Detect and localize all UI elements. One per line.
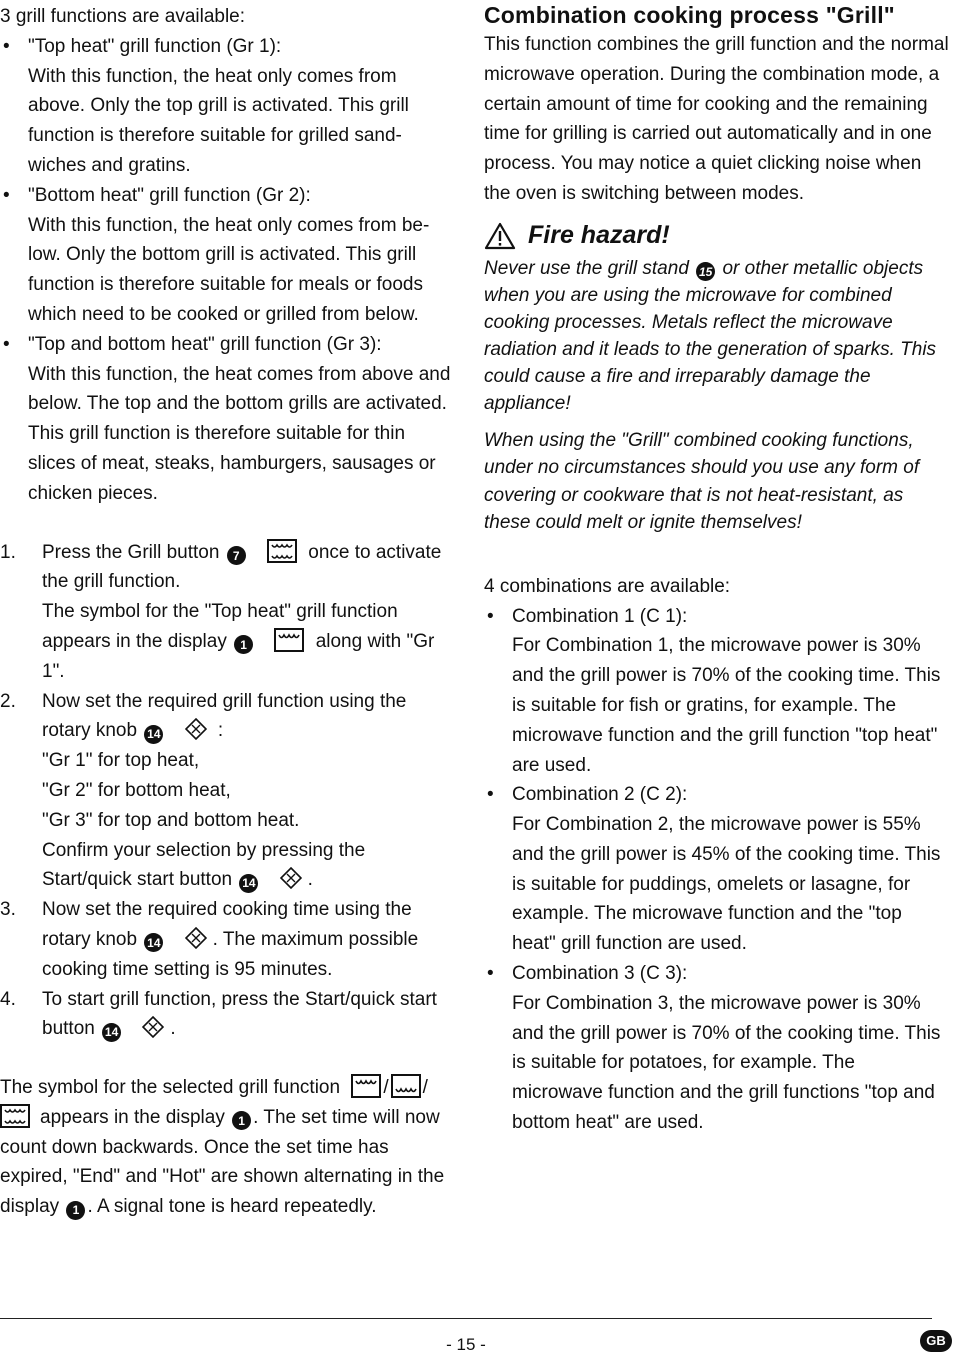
grill-both-icon [0, 1104, 30, 1128]
fire-hazard-heading [484, 217, 950, 255]
warning-title: Fire hazard! [528, 220, 670, 249]
ref-badge: 1 [232, 1111, 251, 1130]
rotary-knob-icon [185, 927, 207, 949]
step-number: 4. [0, 988, 16, 1010]
grill-functions-intro: 3 grill functions are available: [0, 6, 246, 27]
list-item [484, 602, 950, 781]
step-text: Press the Grill button [42, 541, 220, 563]
footer-divider [0, 1318, 932, 1319]
list-item [0, 181, 452, 330]
function-title: • "Bottom heat" grill function (Gr 2): [28, 184, 311, 206]
slash: / [383, 1077, 389, 1099]
left-column [0, 0, 452, 1222]
outro-text: . A signal tone is heard repeatedly. [87, 1196, 377, 1218]
ref-badge: 14 [144, 725, 163, 744]
combination-title: • Combination 2 (C 2): [512, 784, 688, 806]
grill-top-icon [351, 1074, 381, 1098]
language-badge: GB [920, 1330, 952, 1352]
step-text: To start grill function, press the Start/quick start button [42, 988, 437, 1040]
right-column [484, 0, 950, 1138]
combination-body: For Combination 2, the microwave power is 55% and the grill power is 45% of the cooking time. This is suitable for puddings, omelets or lasagne, for example. The microwave function and the "top heat" grill function are used. [512, 814, 941, 955]
function-body: With this function, the heat comes from above and below. The top and the bottom grills are activated. This grill function is therefore suitable for thin slices of meat, steaks, hamburgers, sausages or chicken pieces. [28, 363, 451, 504]
page-number: - 15 - [446, 1335, 486, 1354]
step-number: 3. [0, 899, 16, 921]
step-4 [0, 985, 452, 1045]
combination-body: For Combination 1, the microwave power is 30% and the grill power is 70% of the cooking time. This is suitable for fish or gratins, for example. The microwave function and the grill function "top heat" are used. [512, 635, 941, 776]
slash: / [422, 1077, 428, 1099]
ref-badge: 14 [102, 1023, 121, 1042]
outro-text: The symbol for the selected grill function [0, 1077, 341, 1099]
function-title: • "Top and bottom heat" grill function (Gr 3): [28, 333, 382, 355]
grill-top-icon [274, 628, 304, 652]
combination-title: • Combination 3 (C 3): [512, 963, 688, 985]
grill-bottom-icon [391, 1074, 421, 1098]
step-3 [0, 895, 452, 984]
grill-both-icon [267, 539, 297, 563]
rotary-knob-icon [280, 867, 302, 889]
step-number: 1. [0, 541, 16, 563]
function-body: With this function, the heat only comes from above. Only the top grill is activated. This grill function is therefore suitable for grilled sand-wiches and gratins. [28, 65, 409, 176]
step-text: along with "Gr 1". [42, 630, 435, 682]
step-text: Now set the required grill function using the rotary knob [42, 690, 407, 742]
function-body: With this function, the heat only comes from be-low. Only the bottom grill is activated. This grill function is therefore suitable for meals or foods which need to be cooked or grilled from below. [28, 214, 430, 325]
combination-title: • Combination 1 (C 1): [512, 605, 688, 627]
list-item [484, 959, 950, 1138]
ref-badge: 15 [696, 262, 715, 281]
list-item [484, 780, 950, 959]
step-2 [0, 687, 452, 896]
option-line: "Gr 3" for top and bottom heat. [42, 809, 300, 831]
warning-text: or other metallic objects when you are using the microwave for combined cooking processes. Metals reflect the microwave radiation and it leads to the generation of sparks. This could cause a fire and irreparably damage the appliance! [484, 257, 937, 415]
option-line: "Gr 2" for bottom heat, [42, 779, 231, 801]
outro-text: appears in the display [40, 1106, 225, 1128]
step-text: once to activate the grill function. [42, 541, 442, 593]
outro-paragraph [0, 1073, 452, 1222]
combinations-intro: 4 combinations are available: [484, 575, 731, 597]
ref-badge: 7 [227, 546, 246, 565]
warning-paragraph [484, 255, 950, 418]
ref-badge: 1 [234, 635, 253, 654]
outro-text: . The set time will now count down backwards. Once the set time has expired, "End" and "Hot" are shown alternating in the display [0, 1106, 445, 1218]
warning-icon [484, 222, 516, 250]
step-text: . [307, 869, 313, 891]
option-line: "Gr 1" for top heat, [42, 750, 200, 772]
section-heading: Combination cooking process "Grill" [484, 2, 895, 28]
step-text: The symbol for the "Top heat" grill function appears in the display [42, 601, 398, 652]
step-text: : [217, 720, 224, 742]
combination-body: For Combination 3, the microwave power is 30% and the grill power is 70% of the cooking time. This is suitable for potatoes, for example. The microwave function and the grill functions "top and bottom heat" are used. [512, 992, 941, 1134]
step-text: Now set the required cooking time using the rotary knob [42, 899, 412, 950]
warning-text: Never use the grill stand [484, 257, 689, 279]
warning-paragraph: When using the "Grill" combined cooking functions, under no circumstances should you use any form of covering or cookware that is not heat-resistant, as these could melt or ignite themselves! [484, 430, 920, 533]
combination-intro: This function combines the grill function and the normal microwave operation. During the combination mode, a certain amount of time for cooking and the remaining time for grilling is carried out automatically and in one process. You may notice a quiet clicking noise when the oven is switching between modes. [484, 34, 949, 204]
ref-badge: 14 [239, 874, 258, 893]
ref-badge: 1 [66, 1201, 85, 1220]
list-item [0, 32, 452, 181]
function-title: • "Top heat" grill function (Gr 1): [28, 35, 282, 57]
rotary-knob-icon [142, 1016, 164, 1038]
step-number: 2. [0, 690, 16, 712]
step-1 [0, 538, 452, 687]
step-text: . [170, 1018, 176, 1040]
step-text: . The maximum possible cooking time setting is 95 minutes. [42, 928, 419, 980]
step-text: Confirm your selection by pressing the Start/quick start button [42, 839, 366, 891]
rotary-knob-icon [185, 718, 207, 740]
list-item [0, 330, 452, 509]
ref-badge: 14 [144, 933, 163, 952]
